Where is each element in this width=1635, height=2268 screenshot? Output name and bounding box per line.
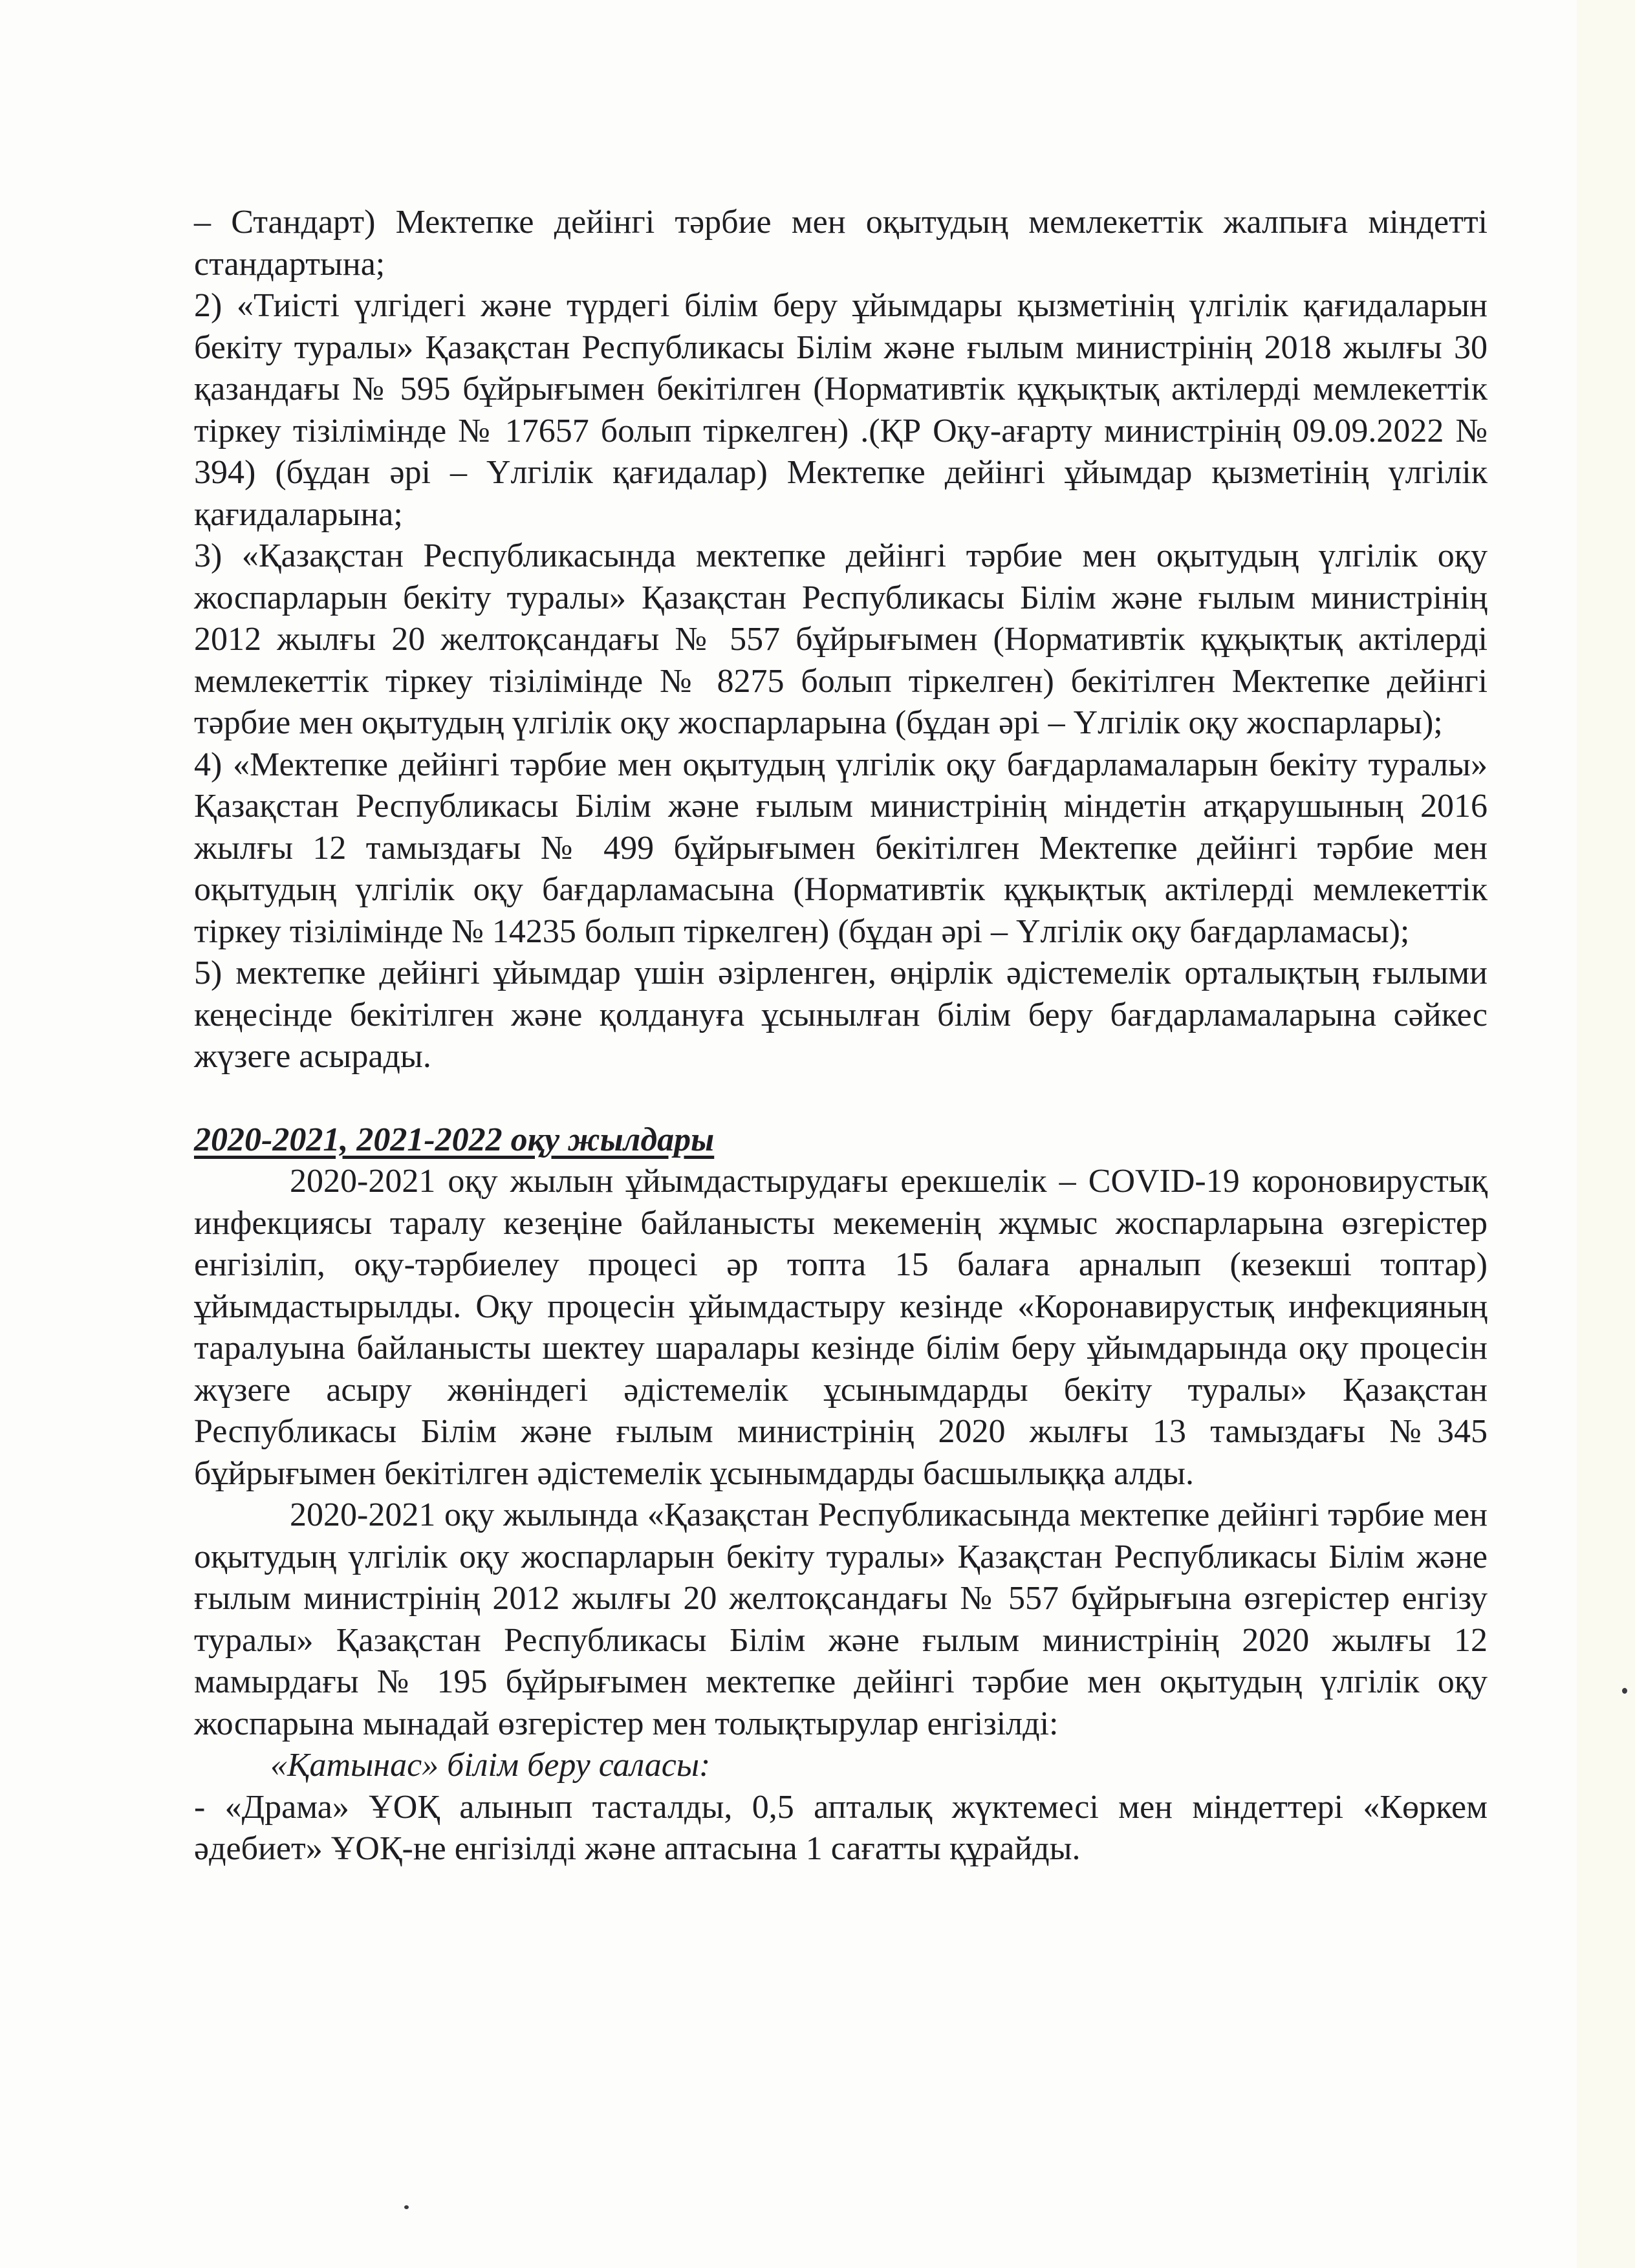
list-item-1-continuation: – Стандарт) Мектепке дейінгі тәрбие мен оқытудың мемлекеттік жалпыға міндетті стандартына; — [194, 204, 1488, 283]
subsection-label: «Қатынас» білім беру саласы: — [270, 1747, 711, 1784]
list-item-3: 3) «Қазақстан Республикасында мектепке дейінгі тәрбие мен оқытудың үлгілік оқу жоспарларын бекіту туралы» Қазақстан Республикасы Білім және ғылым министрінің 2012 жылғы 20 желтоқсандағы № 557 бұйрығымен (Нормативтік құқықтық актілерді мемлекеттік тіркеу тізілімінде № 8275 болып тіркелген) бекітілген Мектепке дейінгі тәрбие мен оқытудың үлгілік оқу жоспарларына (бұдан әрі – Үлгілік оқу жоспарлары); — [194, 537, 1488, 741]
scan-edge-tint — [1577, 0, 1635, 2268]
scan-speck — [404, 2205, 409, 2209]
document-page — [194, 202, 1488, 1870]
list-item-4: 4) «Мектепке дейінгі тәрбие мен оқытудың үлгілік оқу бағдарламаларын бекіту туралы» Қазақстан Республикасы Білім және ғылым министрінің міндетін атқарушының 2016 жылғы 12 тамыздағы № 499 бұйрығымен бекітілген Мектепке дейінгі тәрбие мен оқытудың үлгілік оқу бағдарламасына (Нормативтік құқықтық актілерді мемлекеттік тіркеу тізілімінде № 14235 болып тіркелген) (бұдан әрі – Үлгілік оқу бағдарламасы); — [194, 746, 1488, 950]
paragraph-curriculum-changes: 2020-2021 оқу жылында «Қазақстан Республикасында мектепке дейінгі тәрбие мен оқытудың үлгілік оқу жоспарларын бекіту туралы» Қазақстан Республикасы Білім және ғылым министрінің 2012 жылғы 20 желтоқсандағы № 557 бұйрығына өзгерістер енгізу туралы» Қазақстан Республикасы Білім және ғылым министрінің 2020 жылғы 12 мамырдағы № 195 бұйрығымен мектепке дейінгі тәрбие мен оқытудың үлгілік оқу жоспарына мынадай өзгерістер мен толықтырулар енгізілді: — [194, 1496, 1488, 1742]
scan-speck — [1622, 1688, 1627, 1694]
paragraph-covid: 2020-2021 оқу жылын ұйымдастырудағы ерекшелік – COVID-19 короновирустық инфекциясы таралу кезеңіне байланысты мекеменің жұмыс жоспарларына өзгерістер енгізіліп, оқу-тәрбиелеу процесі әр топта 15 балаға арналып (кезекші топтар) ұйымдастырылды. Оқу процесін ұйымдастыру кезінде «Коронавирустық инфекцияның таралуына байланысты шектеу шаралары кезінде білім беру ұйымдарында оқу процесін жүзеге асыру жөніндегі әдістемелік ұсынымдарды бекіту туралы» Қазақстан Республикасы Білім және ғылым министрінің 2020 жылғы 13 тамыздағы №345 бұйрығымен бекітілген әдістемелік ұсынымдарды басшылыққа алды. — [194, 1163, 1488, 1492]
list-item-5: 5) мектепке дейінгі ұйымдар үшін әзірленген, өңірлік әдістемелік орталықтың ғылыми кеңесінде бекітілген және қолдануға ұсынылған білім беру бағдарламаларына сәйкес жүзеге асырады. — [194, 955, 1488, 1075]
section-heading: 2020-2021, 2021-2022 оқу жылдары — [194, 1121, 715, 1158]
list-item-2: 2) «Тиісті үлгідегі және түрдегі білім беру ұйымдары қызметінің үлгілік қағидаларын бекіту туралы» Қазақстан Республикасы Білім және ғылым министрінің 2018 жылғы 30 қазандағы № 595 бұйрығымен бекітілген (Нормативтік құқықтық актілерді мемлекеттік тіркеу тізілімінде № 17657 болып тіркелген) .(ҚР Оқу-ағарту министрінің 09.09.2022 № 394) (бұдан әрі – Үлгілік қағидалар) Мектепке дейінгі ұйымдар қызметінің үлгілік қағидаларына; — [194, 287, 1488, 533]
change-item: - «Драма» ҰОҚ алынып тасталды, 0,5 апталық жүктемесі мен міндеттері «Көркем әдебиет» ҰОҚ-не енгізілді және аптасына 1 сағатты құрайды. — [194, 1788, 1488, 1867]
